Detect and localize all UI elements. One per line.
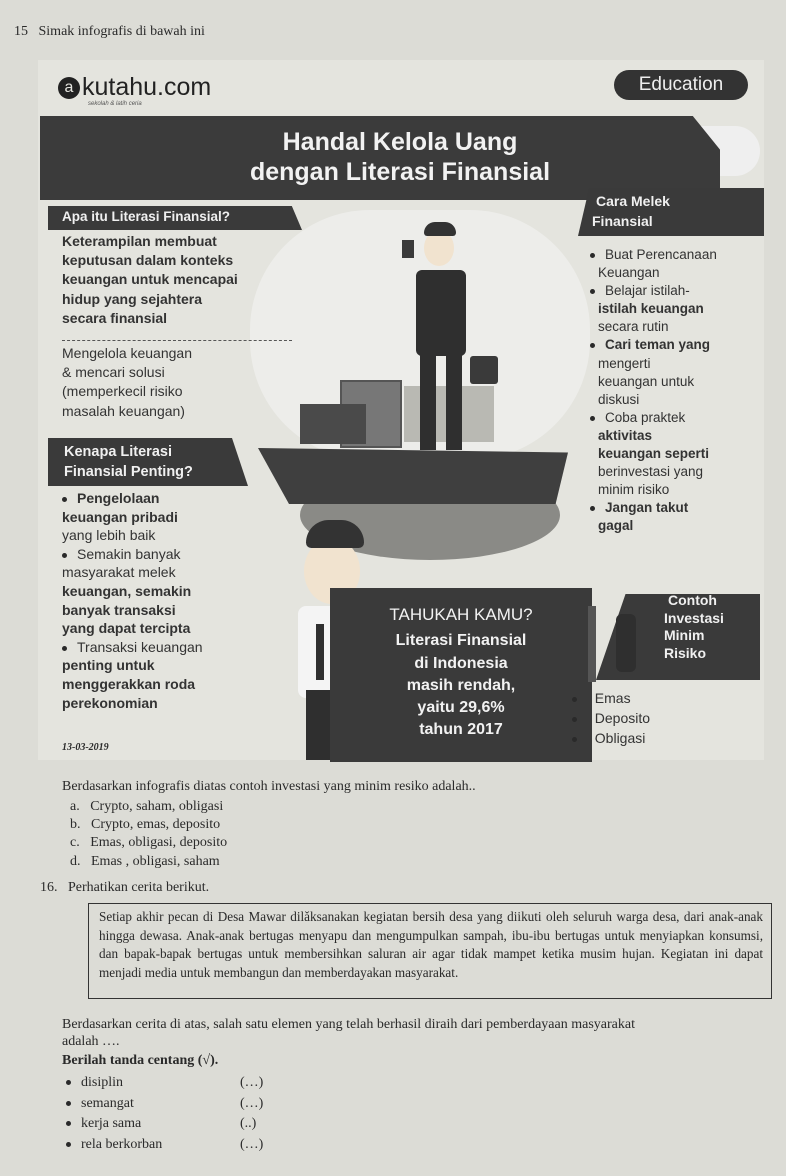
option-a[interactable]	[70, 798, 227, 816]
did-you-know-line: masih rendah,	[406, 676, 516, 694]
bullet-icon	[62, 553, 67, 558]
option-letter: a.	[70, 799, 80, 814]
why-item-line: yang dapat tercipta	[62, 620, 191, 637]
how-item-line: istilah keuangan	[598, 301, 704, 317]
brand-logo	[58, 73, 211, 102]
choice-label: kerja sama	[81, 1116, 142, 1131]
how-item	[590, 409, 717, 427]
example-label: Obligasi	[594, 730, 646, 746]
brand-logo-icon: a	[58, 77, 80, 99]
option-letter: c.	[70, 835, 80, 851]
how-item-line: keuangan seperti	[598, 446, 710, 462]
why-item	[62, 489, 203, 508]
how-item-line: Jangan takut	[605, 500, 689, 516]
question-15-header	[14, 24, 205, 40]
how-item-line: Belajar istilah-	[605, 283, 690, 299]
examples-heading-line: Contoh	[668, 592, 717, 608]
dashed-divider	[62, 340, 292, 341]
examples-list	[572, 688, 650, 748]
how-item-line: Keuangan	[598, 265, 660, 281]
bullet-icon	[66, 1101, 71, 1106]
bullet-icon	[572, 697, 577, 702]
why-list	[62, 489, 203, 712]
ship-illustration	[258, 448, 568, 504]
why-item-line: Transaksi keuangan	[77, 638, 203, 655]
how-item-line: Cari teman yang	[605, 337, 711, 353]
checkbox-item[interactable]	[66, 1114, 257, 1135]
bullet-icon	[62, 497, 67, 502]
bullet-icon	[590, 289, 595, 294]
check-box[interactable]: (…)	[240, 1136, 264, 1152]
bullet-icon	[66, 1121, 71, 1126]
what-line: secara finansial	[62, 309, 168, 326]
what-line: keuangan untuk mencapai	[62, 271, 238, 288]
how-item	[590, 246, 717, 264]
example-item	[572, 728, 650, 748]
businessman-leg	[420, 354, 436, 450]
how-list	[590, 246, 717, 536]
how-item-line: secara rutin	[598, 319, 669, 335]
option-text: Emas, obligasi, deposito	[90, 835, 228, 851]
why-item-line: penting untuk	[62, 657, 155, 674]
infographic-date: 13-03-2019	[62, 742, 109, 753]
what-desc-line: & mencari solusi	[62, 364, 165, 381]
why-heading-line: Kenapa Literasi	[64, 444, 172, 460]
how-item	[590, 282, 717, 300]
option-text: Crypto, emas, deposito	[91, 817, 221, 833]
what-desc-line: masalah keuangan)	[62, 402, 185, 419]
how-item	[590, 499, 717, 517]
bullet-icon	[572, 717, 577, 722]
bullet-icon	[590, 416, 595, 421]
why-item-line: perekonomian	[62, 694, 158, 711]
laptop-illustration	[300, 404, 366, 444]
question-number: 16.	[40, 880, 58, 895]
why-item-line: yang lebih baik	[62, 527, 156, 544]
bullet-icon	[590, 506, 595, 511]
brand-tagline: sekolah & latih ceria	[88, 101, 142, 107]
boy-tie	[316, 624, 324, 680]
choice-label: disiplin	[81, 1075, 124, 1090]
did-you-know-line: Literasi Finansial	[395, 632, 527, 650]
businessman-suit	[416, 270, 466, 356]
question-prompt: Simak infografis di bawah ini	[38, 24, 205, 39]
example-item	[572, 708, 650, 728]
check-box[interactable]: (..)	[240, 1116, 257, 1131]
infographic-title-line1: Handal Kelola Uang	[282, 128, 518, 156]
examples-heading-line: Risiko	[664, 644, 707, 661]
phone-icon	[402, 240, 414, 258]
why-heading	[64, 442, 193, 482]
what-heading: Apa itu Literasi Finansial?	[62, 209, 231, 224]
option-text: Emas , obligasi, saham	[91, 853, 220, 869]
what-description	[62, 344, 192, 421]
education-badge: Education	[614, 70, 748, 100]
bullet-icon	[590, 253, 595, 258]
why-item-line: masyarakat melek	[62, 564, 176, 581]
how-item-line: aktivitas	[598, 427, 653, 443]
what-line: hidup yang sejahtera	[62, 290, 203, 307]
how-heading-line: Finansial	[592, 213, 653, 229]
example-item	[572, 688, 650, 708]
bullet-icon	[572, 737, 577, 742]
why-heading-line: Finansial Penting?	[64, 464, 193, 480]
example-label: Emas	[594, 690, 631, 706]
did-you-know-line: di Indonesia	[414, 654, 508, 672]
how-item-line: berinvestasi yang	[598, 464, 704, 480]
why-item	[62, 545, 203, 564]
how-item-line: diskusi	[598, 391, 640, 407]
why-item-bold: Pengelolaan	[77, 490, 160, 506]
how-heading-line: Cara Melek	[596, 193, 670, 209]
how-item-line: gagal	[598, 518, 634, 534]
why-item	[62, 638, 203, 657]
why-item-line: banyak transaksi	[62, 601, 176, 618]
bullet-icon	[590, 343, 595, 348]
what-line: keputusan dalam konteks	[62, 252, 234, 269]
examples-heading-line: Investasi	[664, 609, 724, 626]
choice-label: rela berkorban	[81, 1136, 163, 1152]
checkbox-item[interactable]	[66, 1073, 264, 1094]
did-you-know-line: yaitu 29,6%	[417, 699, 505, 717]
question-15-options	[70, 798, 227, 871]
what-line: Keterampilan membuat	[62, 233, 217, 249]
businessman-leg	[446, 354, 462, 450]
briefcase-icon	[470, 356, 498, 384]
what-desc-line: (memperkecil risiko	[62, 383, 183, 400]
check-box[interactable]: (…)	[240, 1075, 264, 1090]
climber-illustration	[616, 614, 636, 672]
how-item	[590, 336, 717, 354]
checkbox-item[interactable]	[66, 1135, 264, 1156]
question-16-text-cont: adalah ….	[62, 1034, 120, 1049]
how-item-line: keuangan untuk	[598, 373, 695, 389]
examples-heading	[664, 592, 724, 662]
checkbox-item[interactable]	[66, 1094, 264, 1115]
checkbox-list	[66, 1073, 264, 1155]
did-you-know-heading: TAHUKAH KAMU?	[389, 605, 533, 624]
question-prompt: Perhatikan cerita berikut.	[68, 880, 210, 895]
how-item-line: Buat Perencanaan	[605, 247, 717, 262]
infographic-title-line2: dengan Literasi Finansial	[249, 158, 551, 186]
brand-name: kutahu.com	[82, 73, 212, 101]
boy-hair	[306, 520, 364, 548]
instruction: Berilah tanda centang (√).	[62, 1053, 219, 1068]
option-letter: d.	[70, 853, 81, 869]
bullet-icon	[62, 646, 67, 651]
why-item-line: Semakin banyak	[77, 545, 181, 562]
question-15-text: Berdasarkan infografis diatas contoh investasi yang minim resiko adalah..	[62, 779, 476, 794]
how-item-line: minim risiko	[598, 482, 670, 498]
examples-heading-line: Minim	[664, 627, 705, 643]
question-16-text: Berdasarkan cerita di atas, salah satu elemen yang telah berhasil diraih dari pemberdayaan masyarakat	[62, 1017, 635, 1032]
question-16-header	[40, 880, 209, 896]
option-text: Crypto, saham, obligasi	[90, 799, 224, 814]
how-item-line: mengerti	[598, 355, 651, 371]
businessman-hair	[424, 222, 456, 236]
question-number: 15	[14, 24, 28, 39]
option-d[interactable]	[70, 853, 227, 871]
story-box: Setiap akhir pecan di Desa Mawar dilǎksanakan kegiatan bersih desa yang diikuti oleh seluruh warga desa, dari anak-anak hingga dewasa. Anak-anak bertugas menyapu dan mengumpulkan sampah, ibu-ibu bertugas untuk menyiapkan konsumsi, dan bapak-bapak bertugas untuk membersihkan saluran air agar tidak mampet ketika musim hujan. Kegiatan ini dapat menjadi media untuk membangun dan memberdayakan masyarakat.	[88, 903, 772, 999]
why-item-line: keuangan, semakin	[62, 582, 192, 599]
option-b[interactable]	[70, 816, 227, 834]
bullet-icon	[66, 1080, 71, 1085]
how-heading	[592, 191, 670, 231]
option-c[interactable]	[70, 834, 227, 852]
choice-label: semangat	[81, 1095, 134, 1111]
why-item-line: menggerakkan roda	[62, 675, 196, 692]
ladder-illustration	[588, 606, 596, 682]
did-you-know-text	[330, 604, 592, 742]
what-desc-line: Mengelola keuangan	[62, 345, 192, 361]
check-box[interactable]: (…)	[240, 1095, 264, 1111]
bullet-icon	[66, 1142, 71, 1147]
did-you-know-line: tahun 2017	[419, 721, 503, 739]
option-letter: b.	[70, 817, 81, 833]
how-item-line: Coba praktek	[605, 409, 686, 425]
what-definition	[62, 232, 238, 328]
example-label: Deposito	[594, 710, 651, 726]
why-item-line: keuangan pribadi	[62, 508, 178, 525]
